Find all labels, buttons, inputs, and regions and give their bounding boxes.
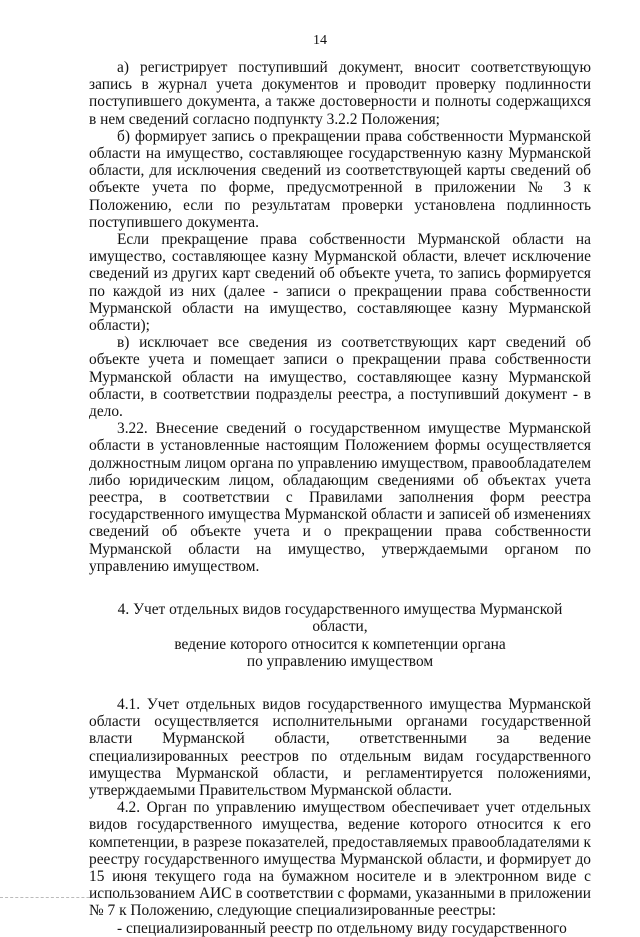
spacer bbox=[89, 575, 591, 601]
paragraph-3-v: в) исключает все сведения из соответствующих карт сведений об объекте учета и помещает записи о прекращении права собственности Мурманской области на имущество, составляющее казну Мурманской области, в соответствии подразделы реестра, а поступивший документ - в дело. bbox=[89, 334, 591, 421]
paragraph-4-2-list-item: - специализированный реестр по отдельному виду государственного bbox=[117, 919, 567, 937]
spacer bbox=[89, 670, 591, 696]
paragraph-4-1: 4.1. Учет отдельных видов государственного имущества Мурманской области осуществляется исполнительными органами государственной власти Мурманской области, ответственными за ведение специализированных реестров по отдельным видам государственного имущества Мурманской области, и регламентируется положениями, утверждаемыми Правительством Мурманской области. bbox=[89, 695, 591, 799]
paragraph-4-2: 4.2. Орган по управлению имуществом обеспечивает учет отдельных видов государственного имущества, ведение которого относится к его компетенции, в разрезе показателей, предоставляемых правообладателями к реестру государственного имущества Мурманской области, и формирует до 15 июня текущего года на бумажном носителе и в электронном виде с использованием АИС в соответствии с формами, указанными в приложении № 7 к Положению, следующие специализированные реестры: bbox=[89, 799, 591, 920]
page-edge-mark bbox=[0, 897, 120, 899]
section-4-heading-line-1: 4. Учет отдельных видов государственного имущества Мурманской области, bbox=[117, 601, 563, 636]
section-4-heading-line-2: ведение которого относится к компетенции органа bbox=[174, 635, 506, 653]
paragraph-3-b: б) формирует запись о прекращении права собственности Мурманской области на имущество, составляющее государственную казну Мурманской области, для исключения сведений из соответствующей карты сведений об объекте учета по форме, предусмотренной в приложении № 3 к Положению, если по результатам проверки установлена подлинность поступившего документа. bbox=[89, 127, 591, 231]
paragraph-3-22: 3.22. Внесение сведений о государственном имуществе Мурманской области в установленные настоящим Положением формы осуществляется должностным лицом органа по управлению имуществом, правообладателем либо юридическим лицом, обладающим сведениями об объектах учета реестра, в соответствии с Правилами заполнения форм реестра государственного имущества Мурманской области и записей об изменениях сведений об объекте учета и о прекращении права собственности Мурманской области на имущество, утверждаемыми органом по управлению имуществом. bbox=[89, 420, 591, 575]
paragraph-3-b-continuation: Если прекращение права собственности Мурманской области на имущество, составляющее казну Мурманской области, влечет исключение сведений из других карт сведений об объекте учета, то запись формируется по каждой из них (далее - записи о прекращении права собственности Мурманской области на имущество, составляющее казну Мурманской области); bbox=[89, 231, 591, 335]
page-number: 14 bbox=[313, 33, 327, 48]
section-4-heading-line-3: по управлению имуществом bbox=[246, 652, 434, 670]
section-4-heading bbox=[89, 601, 591, 670]
paragraph-3-a: а) регистрирует поступивший документ, вносит соответствующую запись в журнал учета документов и проводит проверку подлинности поступившего документа, а также достоверности и полноты содержащихся в нем сведений согласно подпункту 3.2.2 Положения; bbox=[89, 59, 591, 128]
document-body bbox=[89, 59, 591, 937]
